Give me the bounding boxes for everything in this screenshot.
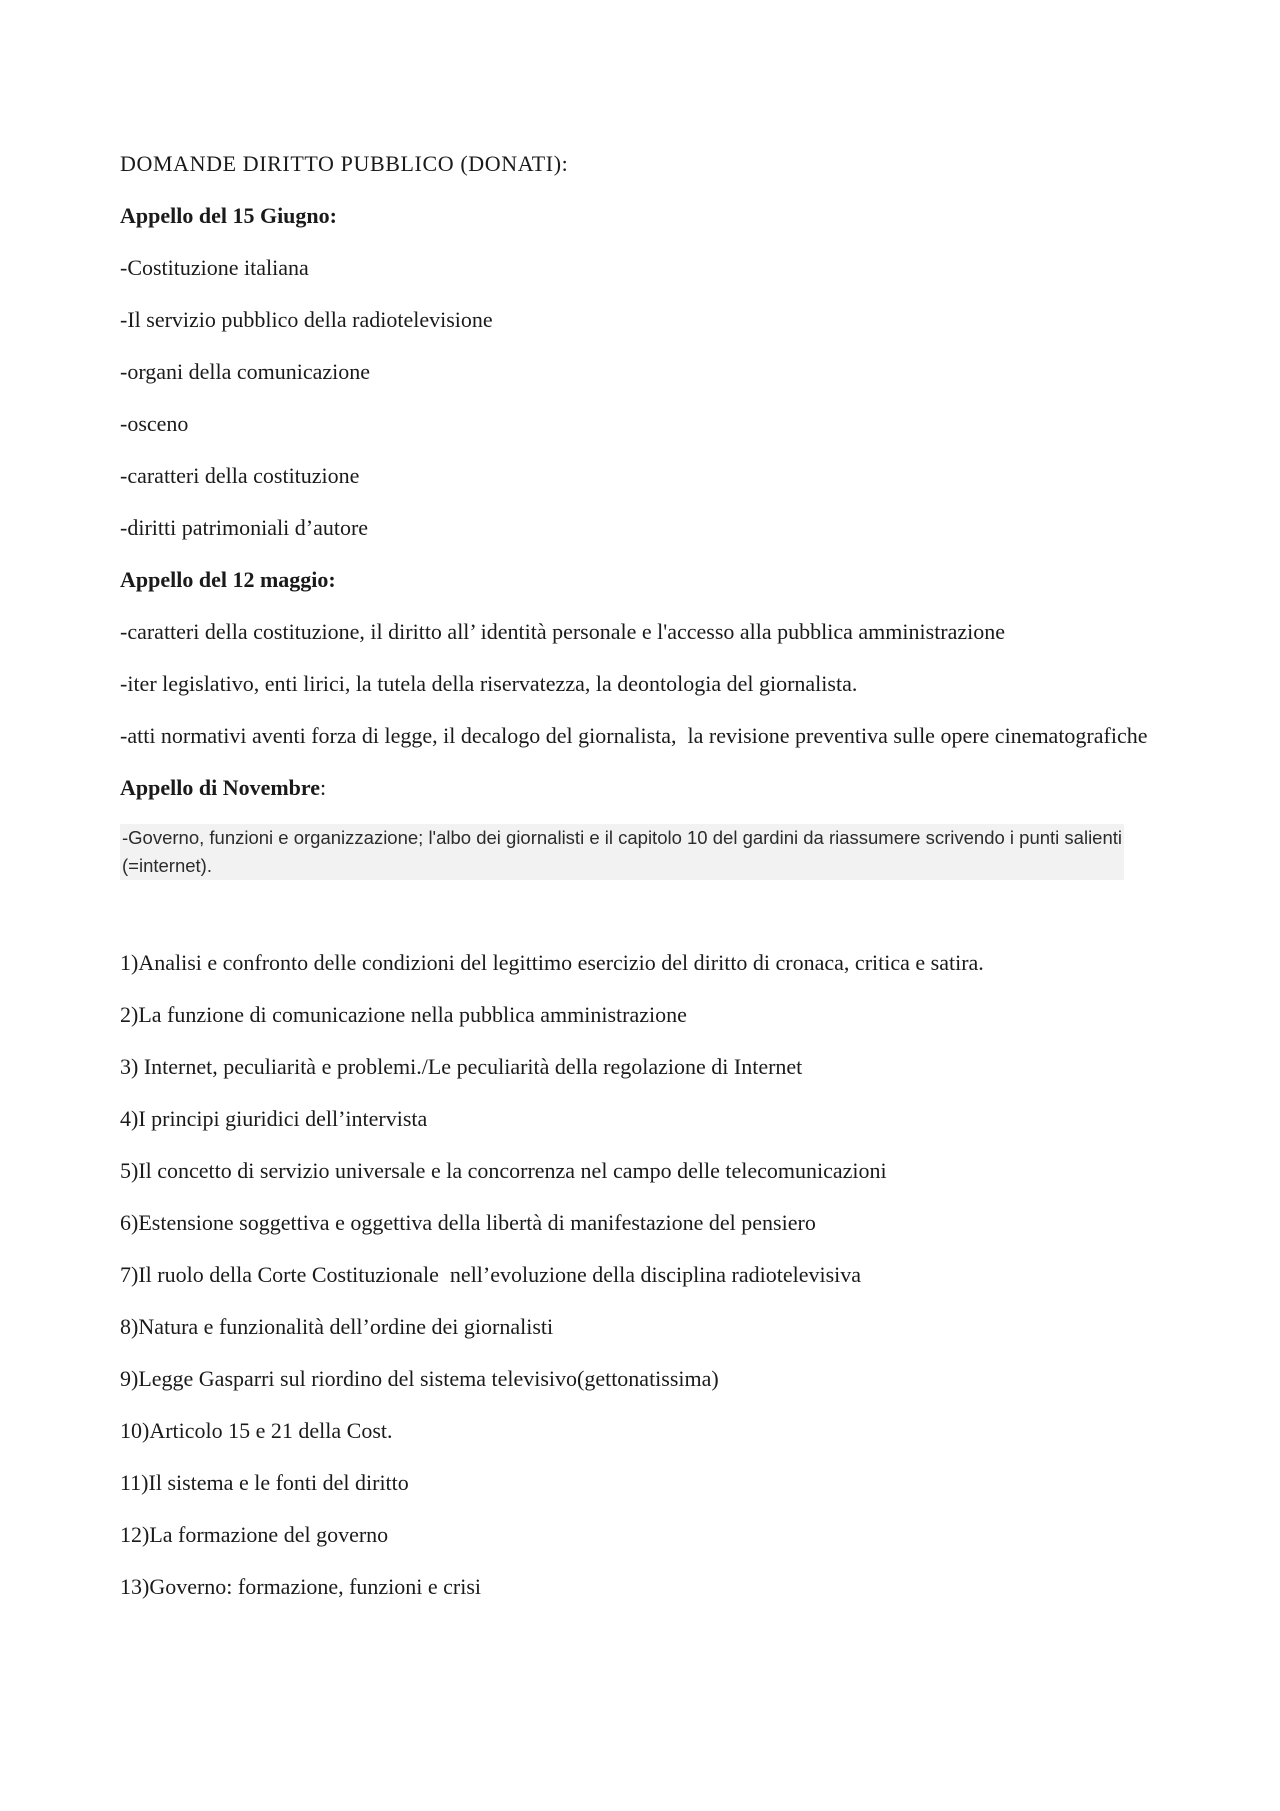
question-item: 2)La funzione di comunicazione nella pubblica amministrazione [120,1002,687,1027]
list-item: -osceno [120,411,189,436]
question-item: 10)Articolo 15 e 21 della Cost. [120,1418,393,1443]
section-heading-novembre-label: Appello di Novembre [120,775,321,800]
section-heading-12-maggio: Appello del 12 maggio: [120,567,336,592]
question-item: 6)Estensione soggettiva e oggettiva della libertà di manifestazione del pensiero [120,1210,816,1235]
list-item: -caratteri della costituzione, il diritto all’ identità personale e l'accesso alla pubblica amministrazione [120,619,1006,644]
document-title: DOMANDE DIRITTO PUBBLICO (DONATI): [120,151,569,176]
question-item: 11)Il sistema e le fonti del diritto [120,1470,409,1495]
document-body [120,148,1160,1603]
question-item: 9)Legge Gasparri sul riordino del sistema televisivo(gettonatissima) [120,1366,719,1391]
question-item: 3) Internet, peculiarità e problemi./Le peculiarità della regolazione di Internet [120,1054,803,1079]
highlighted-note: -Governo, funzioni e organizzazione; l'albo dei giornalisti e il capitolo 10 del gardini da riassumere scrivendo i punti salienti (=internet). [120,824,1124,880]
question-item: 5)Il concetto di servizio universale e la concorrenza nel campo delle telecomunicazioni [120,1158,887,1183]
list-item: -diritti patrimoniali d’autore [120,515,369,540]
list-item: -organi della comunicazione [120,359,371,384]
list-item: -caratteri della costituzione [120,463,360,488]
question-item: 8)Natura e funzionalità dell’ordine dei giornalisti [120,1314,554,1339]
list-item: -atti normativi aventi forza di legge, il decalogo del giornalista, la revisione preventiva sulle opere cinematografiche [120,723,1148,748]
question-item: 7)Il ruolo della Corte Costituzionale nell’evoluzione della disciplina radiotelevisiva [120,1262,862,1287]
question-item: 12)La formazione del governo [120,1522,389,1547]
section-heading-novembre [120,772,1160,804]
question-item: 4)I principi giuridici dell’intervista [120,1106,428,1131]
question-item: 13)Governo: formazione, funzioni e crisi [120,1574,482,1599]
question-item: 1)Analisi e confronto delle condizioni del legittimo esercizio del diritto di cronaca, critica e satira. [120,950,984,975]
list-item: -Il servizio pubblico della radiotelevisione [120,307,493,332]
list-item: -Costituzione italiana [120,255,309,280]
section-heading-novembre-colon: : [320,775,327,800]
section-heading-15-giugno: Appello del 15 Giugno: [120,203,337,228]
list-item: -iter legislativo, enti lirici, la tutela della riservatezza, la deontologia del giornalista. [120,671,858,696]
